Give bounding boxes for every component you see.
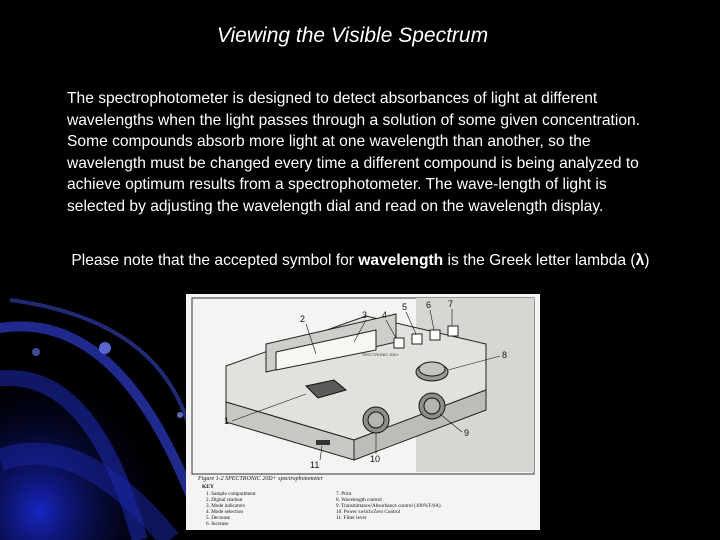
note-bold-term: wavelength [358, 252, 444, 269]
figure-caption: Figure 1-2 SPECTRONIC 20D+ spectrophotometer [198, 476, 323, 482]
spectrophotometer-drawing [186, 294, 540, 530]
callout-5: 5 [402, 302, 408, 312]
increase-button [430, 330, 440, 340]
key-item-3: 3. Mode indicators [206, 503, 246, 509]
brand-label: SPECTRONIC 20D+ [362, 352, 400, 357]
spectrophotometer-figure [186, 294, 540, 530]
callout-2: 2 [300, 314, 306, 324]
print-button [448, 326, 458, 336]
key-item-4: 4. Mode selection [206, 509, 244, 515]
mode-select-button [394, 338, 404, 348]
note-end: ) [644, 252, 650, 269]
note-suffix: is the Greek letter lambda ( [443, 252, 636, 269]
note-prefix: Please note that the accepted symbol for [71, 252, 359, 269]
key-title: KEY [202, 484, 214, 490]
power-zero-knob-cap [368, 412, 384, 428]
key-item-6: 6. Increase [206, 521, 229, 527]
key-item-8: 8. Wavelength control [336, 497, 382, 503]
lambda-symbol: λ [635, 252, 645, 269]
decrease-button [412, 334, 422, 344]
key-item-7: 7. Print [336, 491, 352, 497]
callout-9: 9 [464, 428, 470, 438]
callout-1: 1 [224, 416, 230, 426]
filter-lever [316, 440, 330, 445]
transmittance-knob-cap [424, 398, 440, 414]
callout-6: 6 [426, 300, 432, 310]
callout-11: 11 [310, 460, 320, 470]
callout-4: 4 [382, 310, 388, 320]
body-paragraph: The spectrophotometer is designed to detect absorbances of light at different wavelengths when the light passes through a solution of some given concentration. Some compounds absorb more light at one wavelength than another, so the wavelength must be changed every time a different compound is being analyzed to achieve optimum results from a spectrophotometer. The wave-length of light is selected by adjusting the wavelength dial and read on the wavelength display. [67, 90, 640, 215]
key-item-10: 10. Power switch/Zero Control [336, 509, 401, 515]
slide-title: Viewing the Visible Spectrum [216, 24, 489, 47]
key-item-9: 9. Transmittance/Absorbance control (100%T/0A) [336, 503, 441, 509]
lambda-note [67, 250, 667, 272]
callout-10: 10 [370, 454, 381, 464]
key-item-11: 11. Filter lever [336, 515, 367, 521]
wavelength-knob-top [419, 362, 445, 376]
callout-3: 3 [362, 310, 368, 320]
key-item-1: 1. Sample compartment [206, 491, 256, 497]
key-item-2: 2. Digital readout [206, 497, 243, 503]
callout-8: 8 [502, 350, 508, 360]
callout-7: 7 [448, 299, 454, 309]
key-item-5: 5. Decrease [206, 515, 231, 521]
